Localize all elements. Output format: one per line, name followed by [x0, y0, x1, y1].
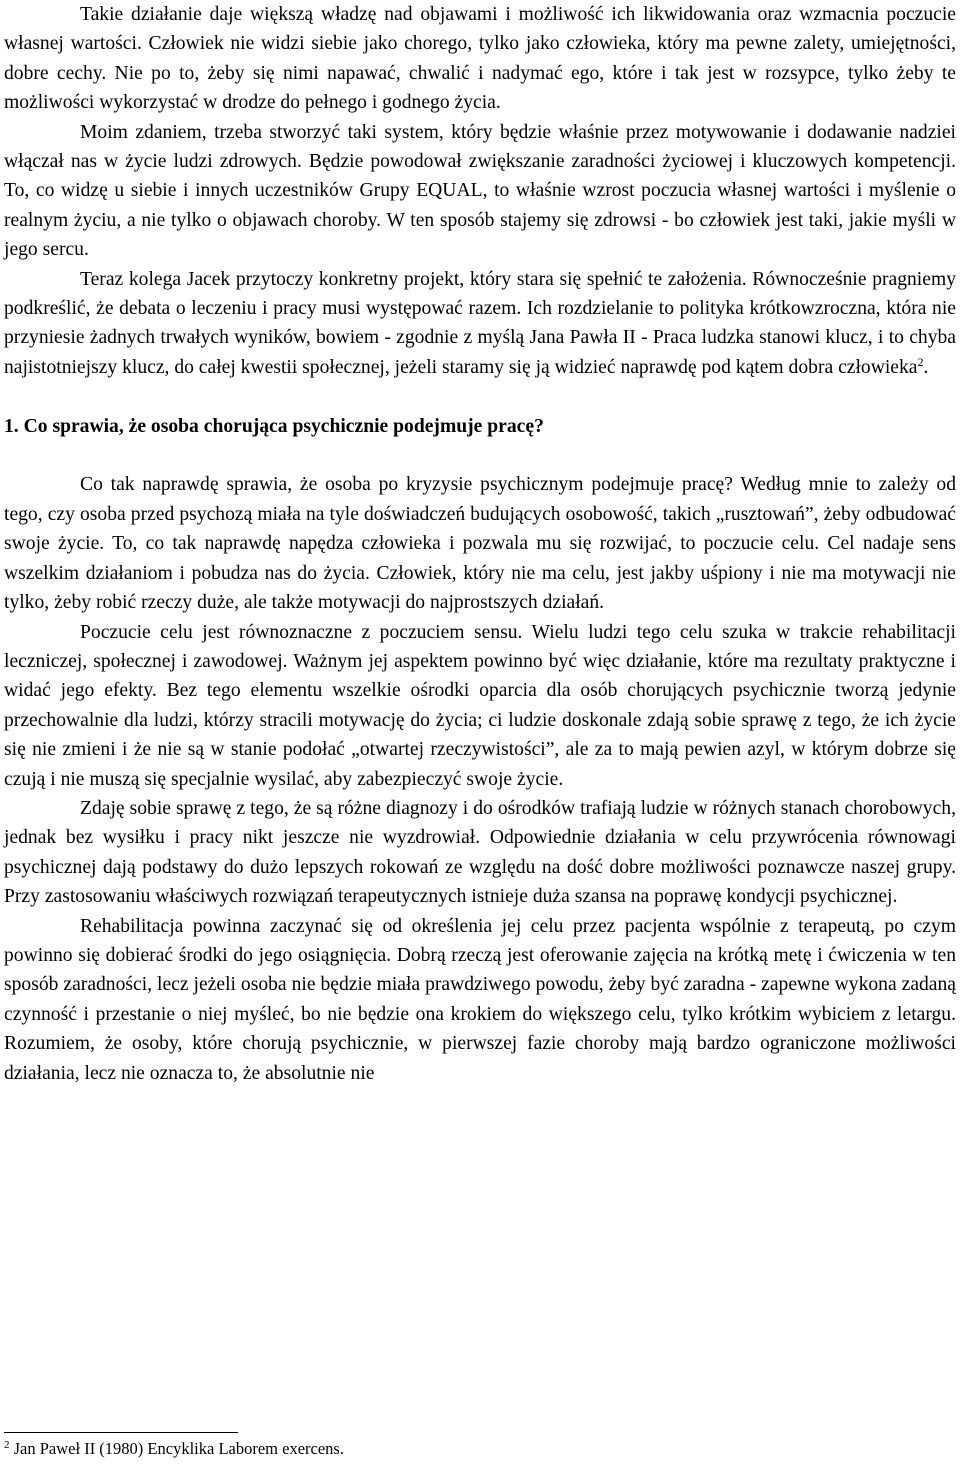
- paragraph-1: Takie działanie daje większą władzę nad objawami i możliwość ich likwidowania oraz wzmacnia poczucie własnej wartości. Człowiek nie widzi siebie jako chorego, tylko jako człowieka, który ma pewne zalety, umiejętności, dobre cechy. Nie po to, żeby się nimi napawać, chwalić i nadymać ego, które i tak jest w rozsypce, tylko żeby te możliwości wykorzystać w drodze do pełnego i godnego życia.: [4, 4, 956, 114]
- footnote-divider: [4, 1432, 238, 1433]
- paragraph-2: Moim zdaniem, trzeba stworzyć taki system, który będzie właśnie przez motywowanie i dodawanie nadziei włączał nas w życie ludzi zdrowych. Będzie powodował zwiększanie zaradności życiowej i kluczowych kompetencji. To, co widzę u siebie i innych uczestników Grupy EQUAL, to właśnie wzrost poczucia własnej wartości i myślenie o realnym życiu, a nie tylko o objawach choroby. W ten sposób stajemy się zdrowsi - bo człowiek jest taki, jakie myśli w jego sercu.: [4, 121, 956, 261]
- footnote-number: 2: [4, 1439, 10, 1451]
- paragraph-3: [4, 265, 956, 383]
- footnote-text: Jan Paweł II (1980) Encyklika Laborem exercens.: [9, 1439, 344, 1458]
- paragraph-6: Zdaję sobie sprawę z tego, że są różne diagnozy i do ośrodków trafiają ludzie w różnych stanach chorobowych, jednak bez wysiłku i pracy nikt jeszcze nie wyzdrowiał. Odpowiednie działania w celu przywrócenia równowagi psychicznej dają podstawy do dużo lepszych rokowań ze względu na dość dobre możliwości poznawcze naszej grupy. Przy zastosowaniu właściwych rozwiązań terapeutycznych istnieje duża szansa na poprawę kondycji psychicznej.: [4, 797, 956, 908]
- footnote-reference[interactable]: 2: [917, 354, 924, 369]
- footnote: [4, 1438, 904, 1460]
- paragraph-4: Co tak naprawdę sprawia, że osoba po kryzysie psychicznym podejmuje pracę? Według mnie to zależy od tego, czy osoba przed psychozą miała na tyle doświadczeń budujących osobowość, takich „rusztowań”, żeby odbudować swoje życie. To, co tak naprawdę napędza człowieka i pozwala mu się rozwijać, to poczucie celu. Cel nadaje sens wszelkim działaniom i pobudza nas do życia. Człowiek, który nie ma celu, jest jakby uśpiony i nie ma motywacji nie tylko, żeby robić rzeczy duże, ale także motywacji do najprostszych działań.: [4, 474, 956, 614]
- document-page: [4, 0, 956, 1088]
- paragraph-3-end: .: [923, 356, 929, 378]
- paragraph-3-text: Teraz kolega Jacek przytoczy konkretny projekt, który stara się spełnić te założenia. Równocześnie pragniemy podkreślić, że debata o leczeniu i pracy musi występować razem. Ich rozdzielanie to polityka krótkowzroczna, która nie przyniesie żadnych trwałych wyników, bowiem - zgodnie z myślą Jana Pawła II - Praca ludzka stanowi klucz, i to chyba najistotniejszy klucz, do całej kwestii społecznej, jeżeli staramy się ją widzieć naprawdę pod kątem dobra człowieka: [4, 268, 956, 378]
- section-heading: 1. Co sprawia, że osoba chorująca psychicznie podejmuje pracę?: [4, 415, 544, 437]
- paragraph-7: Rehabilitacja powinna zaczynać się od określenia jej celu przez pacjenta wspólnie z terapeutą, po czym powinno się dobierać środki do jego osiągnięcia. Dobrą rzeczą jest oferowanie zajęcia na krótką metę i ćwiczenia w ten sposób zaradności, lecz jeżeli osoba nie będzie miała prawdziwego powodu, żeby być zaradna - zapewne wykona zadaną czynność i przestanie o niej myśleć, bo nie będzie ona krokiem do większego celu, tylko krótkim wybiciem z letargu. Rozumiem, że osoby, które chorują psychicznie, w pierwszej fazie choroby mają bardzo ograniczone możliwości działania, lecz nie oznacza to, że absolutnie nie: [4, 915, 956, 1084]
- paragraph-5: Poczucie celu jest równoznaczne z poczuciem sensu. Wielu ludzi tego celu szuka w trakcie rehabilitacji leczniczej, społecznej i zawodowej. Ważnym jej aspektem powinno być więc działanie, które ma rezultaty praktyczne i widać jego efekty. Bez tego elementu wszelkie ośrodki oparcia dla osób chorujących psychicznie tworzą jedynie przechowalnie dla ludzi, którzy stracili motywację do życia; ci ludzie doskonale zdają sobie sprawę z tego, że ich życie się nie zmieni i że nie są w stanie podołać „otwartej rzeczywistości”, ale za to mają pewien azyl, w którym dobrze się czują i nie muszą się specjalnie wysilać, aby zabezpieczyć swoje życie.: [4, 621, 956, 790]
